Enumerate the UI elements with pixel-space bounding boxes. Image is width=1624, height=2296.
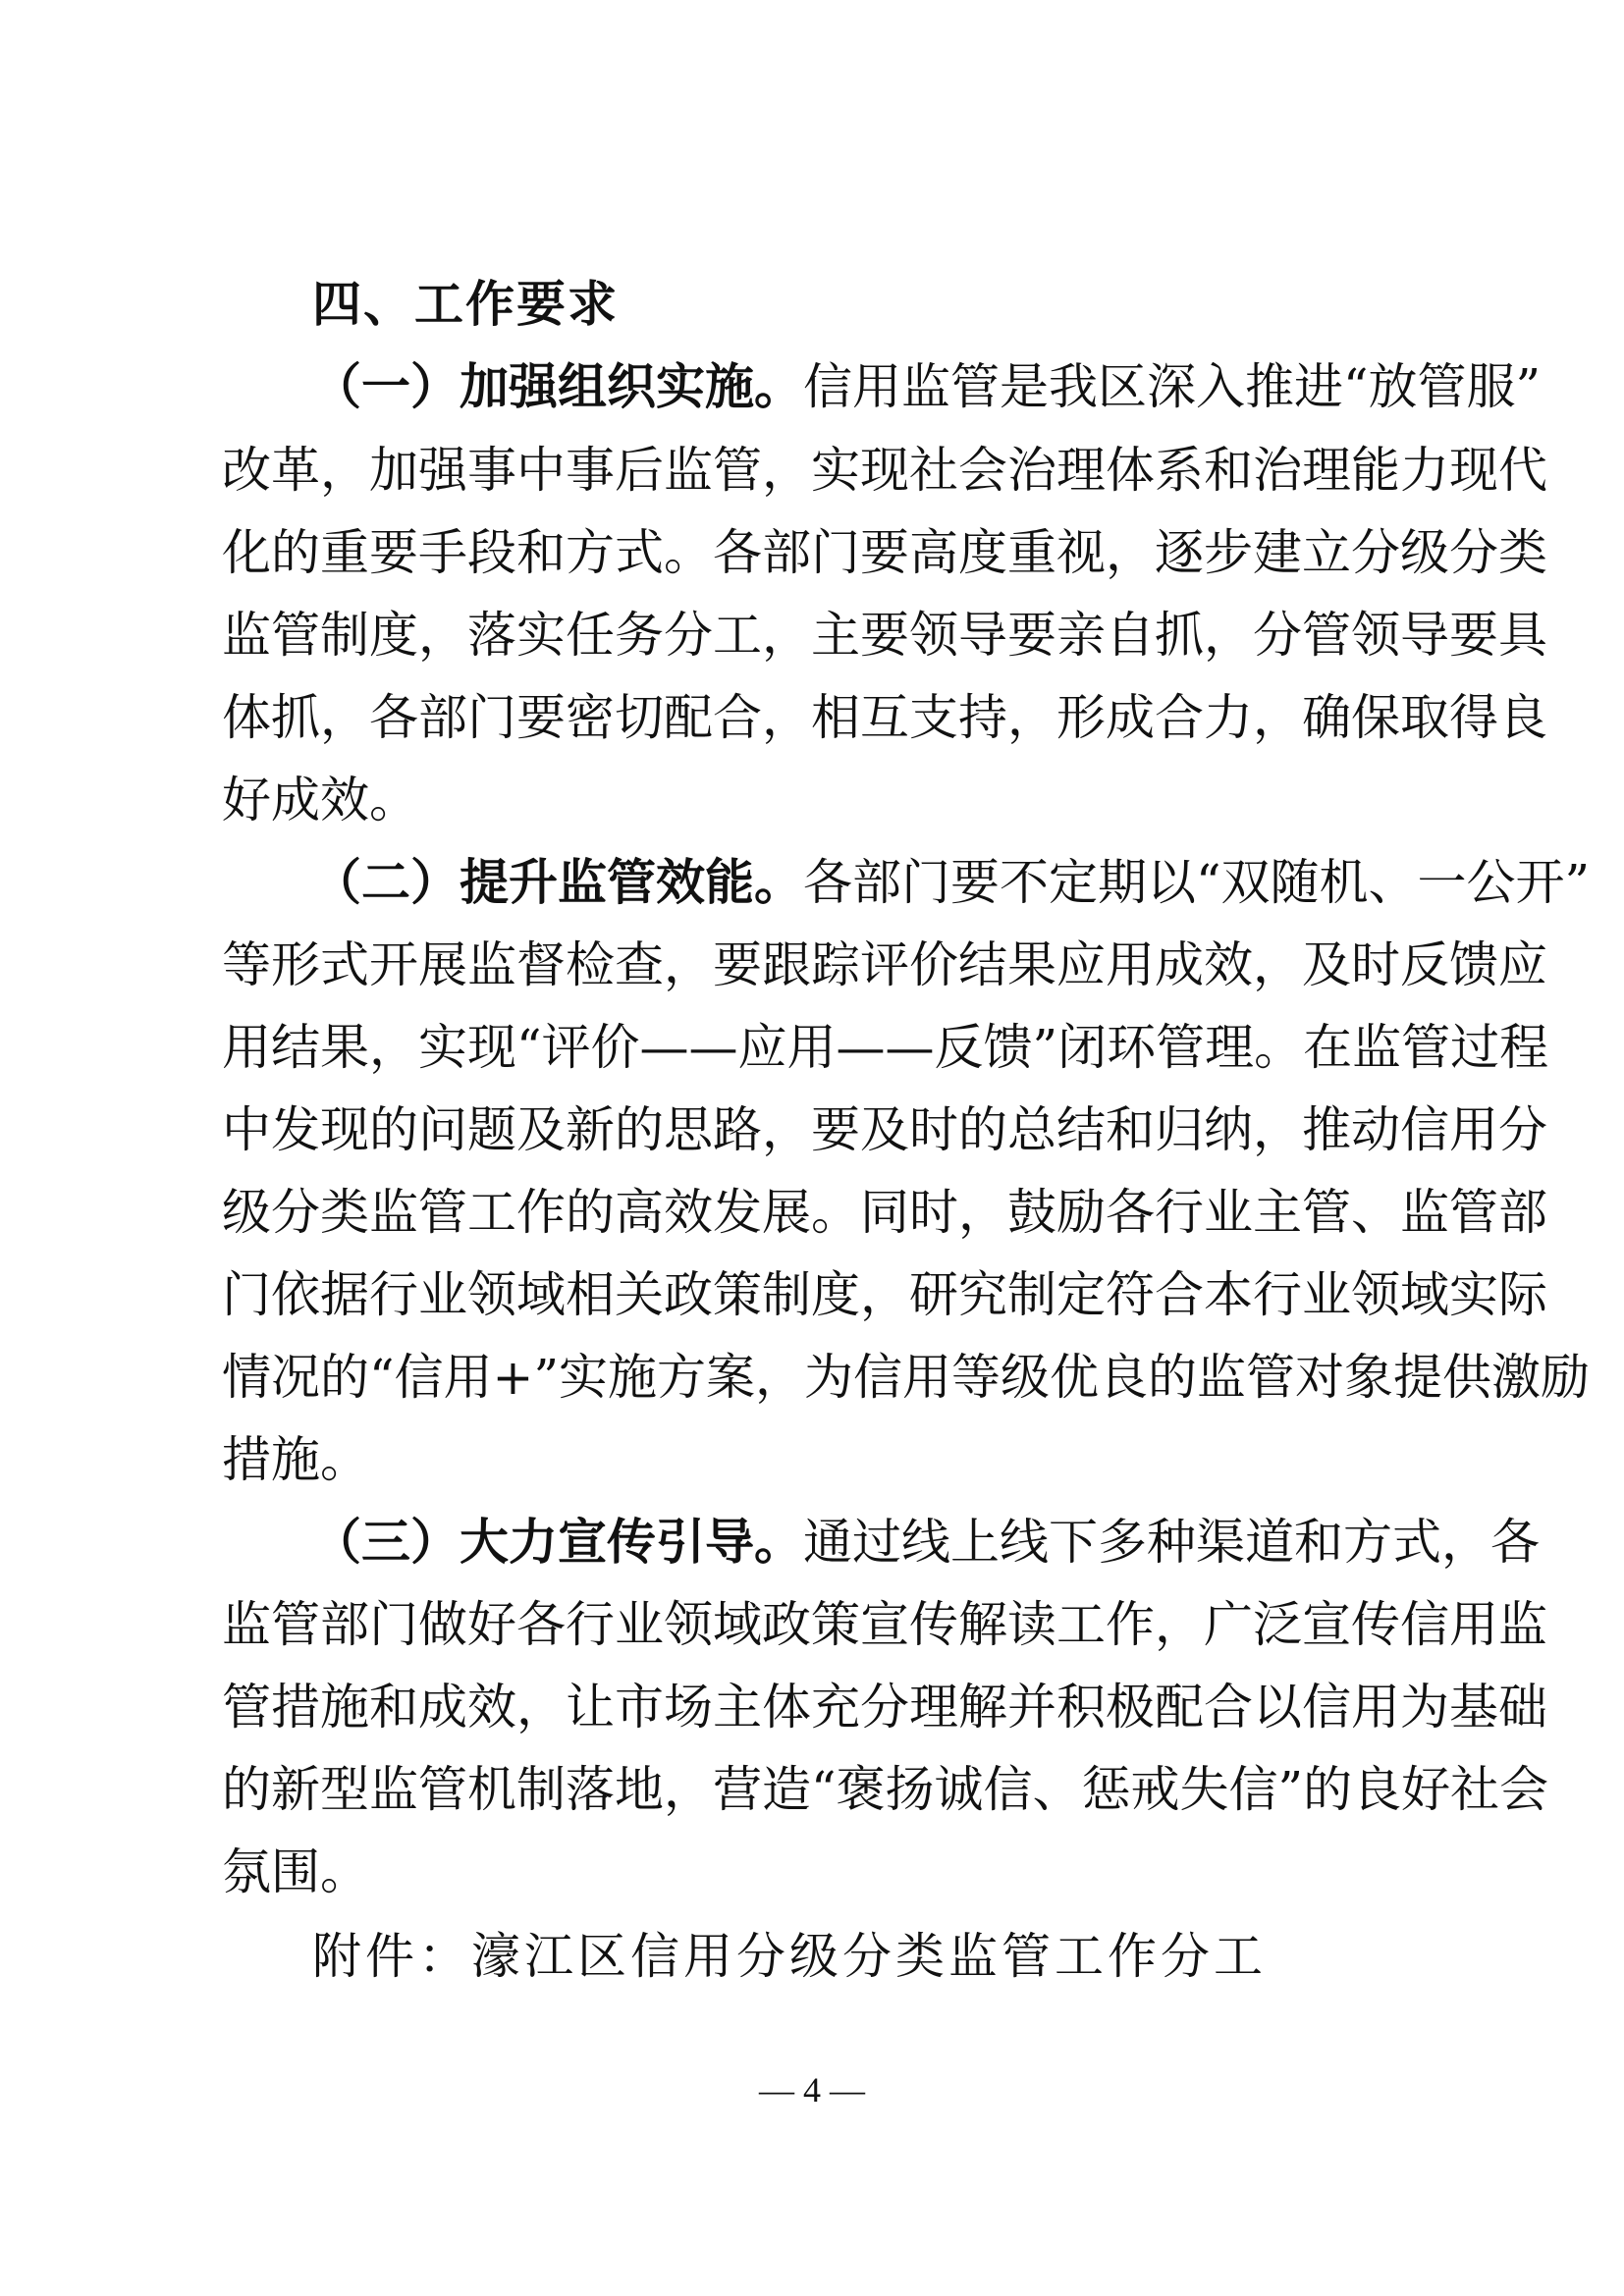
paragraph-2-line-5: 级分类监管工作的高效发展。同时，鼓励各行业主管、监管部 (222, 1184, 1547, 1241)
subheading-1: （一）加强组织实施。 (312, 358, 803, 415)
page-number: — 4 — (759, 2070, 865, 2109)
paragraph-3-line-4: 的新型监管机制落地，营造“褒扬诚信、惩戒失信”的良好社会 (222, 1761, 1549, 1818)
paragraph-2-line-7: 情况的“信用+”实施方案，为信用等级优良的监管对象提供激励 (222, 1349, 1591, 1406)
paragraph-1-line-6: 好成效。 (222, 772, 418, 828)
paragraph-2-line-1 (312, 853, 1591, 912)
paragraph-3-line-1 (312, 1513, 1540, 1572)
paragraph-text: 各部门要不定期以“双随机、一公开” (803, 854, 1591, 911)
paragraph-1-line-4: 监管制度，落实任务分工，主要领导要亲自抓，分管领导要具 (222, 607, 1547, 664)
paragraph-1-line-1 (312, 357, 1542, 416)
section-heading: 四、工作要求 (312, 276, 619, 333)
paragraph-2-line-6: 门依据行业领域相关政策制度，研究制定符合本行业领域实际 (222, 1266, 1547, 1323)
paragraph-1-line-2: 改革，加强事中事后监管，实现社会治理体系和治理能力现代 (222, 442, 1547, 499)
paragraph-2-line-4: 中发现的问题及新的思路，要及时的总结和归纳，推动信用分 (222, 1101, 1547, 1158)
paragraph-3-line-3: 管措施和成效，让市场主体充分理解并积极配合以信用为基础 (222, 1679, 1547, 1735)
subheading-3: （三）大力宣传引导。 (312, 1514, 803, 1571)
attachment-note: 附件：濠江区信用分级分类监管工作分工 (312, 1928, 1267, 1985)
paragraph-text: 通过线上线下多种渠道和方式，各 (803, 1514, 1540, 1571)
paragraph-1-line-5: 体抓，各部门要密切配合，相互支持，形成合力，确保取得良 (222, 689, 1547, 746)
paragraph-text: 信用监管是我区深入推进“放管服” (803, 358, 1542, 415)
paragraph-1-line-3: 化的重要手段和方式。各部门要高度重视，逐步建立分级分类 (222, 524, 1547, 581)
paragraph-2-line-8: 措施。 (222, 1431, 369, 1488)
paragraph-3-line-5: 氛围。 (222, 1843, 369, 1900)
paragraph-2-line-2: 等形式开展监督检查，要跟踪评价结果应用成效，及时反馈应 (222, 936, 1547, 993)
paragraph-3-line-2: 监管部门做好各行业领域政策宣传解读工作，广泛宣传信用监 (222, 1596, 1547, 1653)
subheading-2: （二）提升监管效能。 (312, 854, 803, 911)
paragraph-2-line-3: 用结果，实现“评价——应用——反馈”闭环管理。在监管过程 (222, 1019, 1549, 1076)
